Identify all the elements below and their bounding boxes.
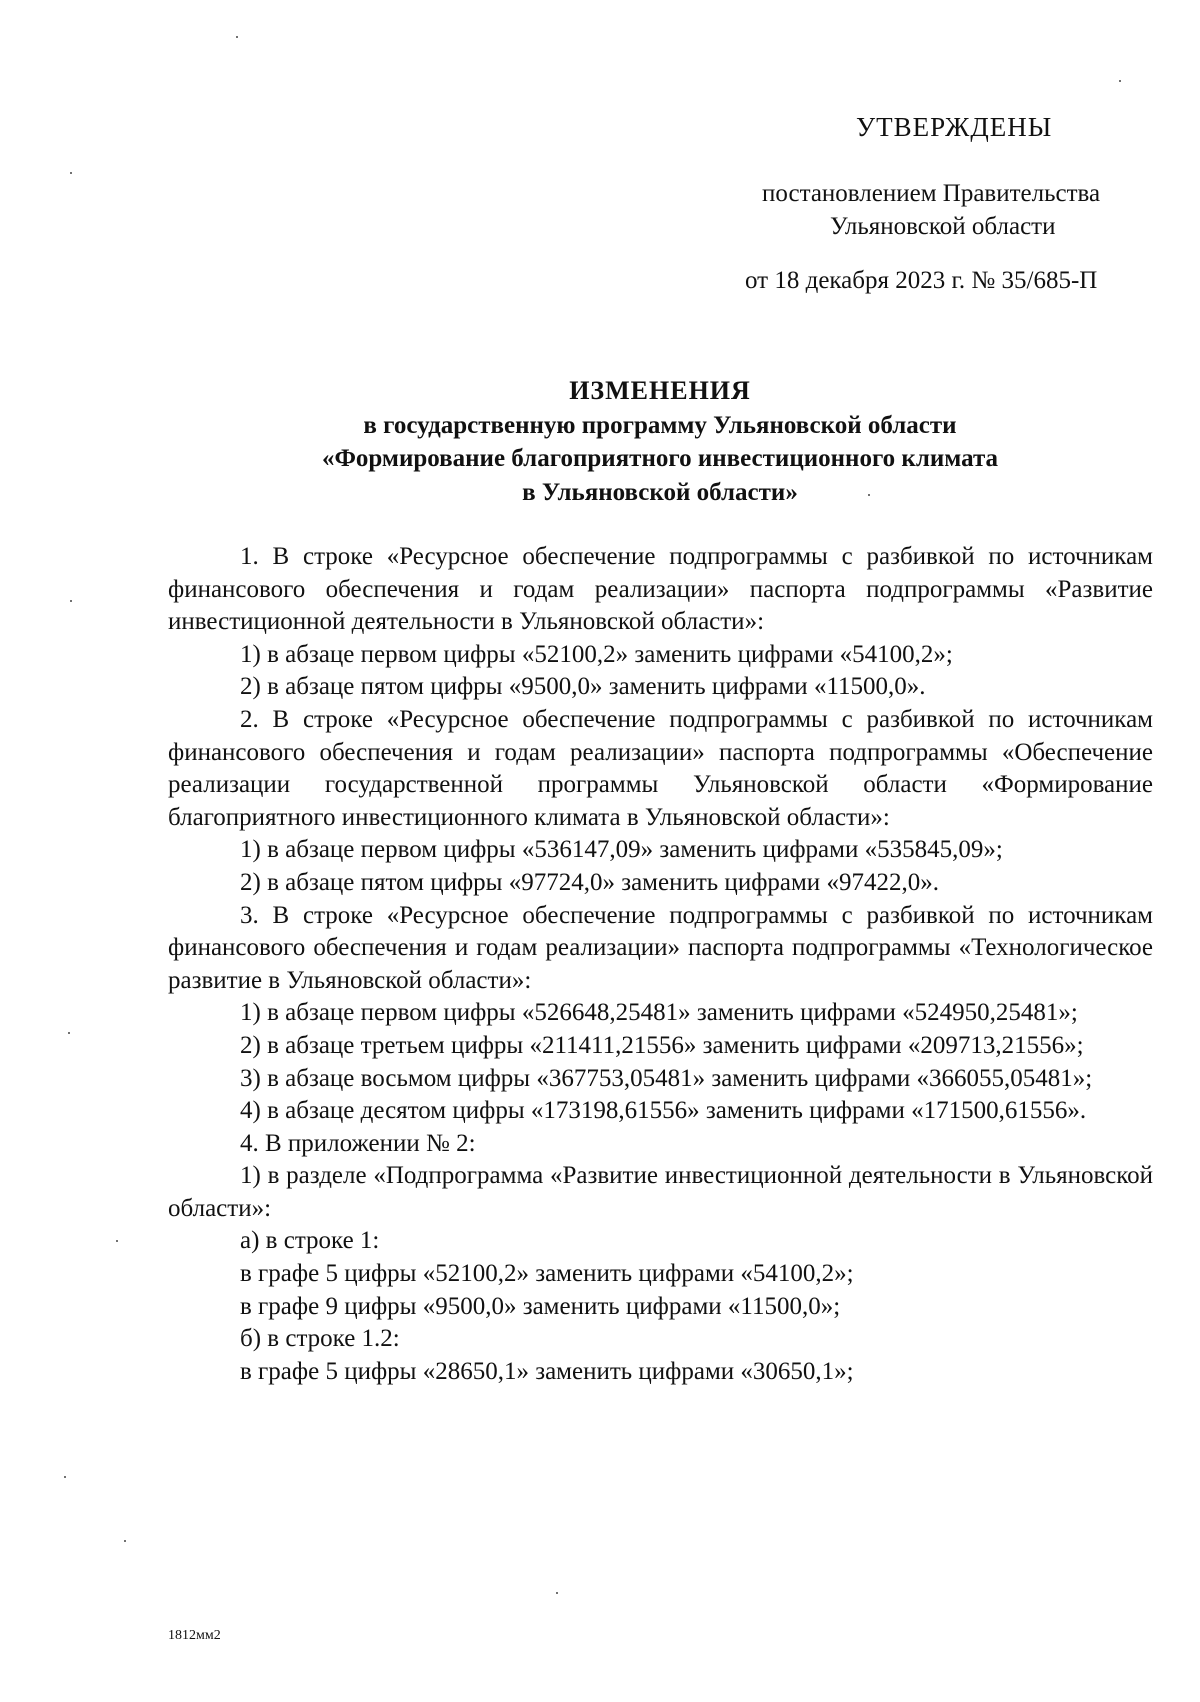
- body-paragraph: 3) в абзаце восьмом цифры «367753,05481» заменить цифрами «366055,05481»;: [240, 1064, 1093, 1092]
- approval-date: от 18 декабря 2023 г. № 35/685-П: [745, 267, 1098, 294]
- scan-speck: [116, 1240, 118, 1242]
- body-paragraph: 2) в абзаце пятом цифры «97724,0» заменить цифрами «97422,0».: [240, 868, 939, 896]
- scan-speck: [124, 1540, 126, 1542]
- document-subtitle-line-1: в государственную программу Ульяновской области: [363, 412, 957, 439]
- document-subtitle-line-2: «Формирование благоприятного инвестиционного климата: [321, 445, 999, 472]
- approval-heading: УТВЕРЖДЕНЫ: [856, 112, 1053, 142]
- scan-speck: [868, 494, 870, 496]
- body-paragraph: в графе 5 цифры «28650,1» заменить цифрами «30650,1»;: [240, 1357, 854, 1385]
- footer-code: 1812мм2: [168, 1628, 221, 1643]
- body-paragraph: 1) в абзаце первом цифры «52100,2» заменить цифрами «54100,2»;: [240, 640, 953, 668]
- body-paragraph: 1) в абзаце первом цифры «526648,25481» заменить цифрами «524950,25481»;: [240, 999, 1078, 1027]
- approval-authority-line: постановлением Правительства: [762, 180, 1101, 207]
- scan-speck: [1119, 80, 1121, 82]
- scan-speck: [70, 172, 72, 174]
- body-paragraph: а) в строке 1:: [240, 1227, 380, 1255]
- body-paragraph: 1) в абзаце первом цифры «536147,09» заменить цифрами «535845,09»;: [240, 836, 1003, 864]
- scan-speck: [64, 1476, 66, 1478]
- body-paragraph: 2) в абзаце пятом цифры «9500,0» заменить цифрами «11500,0».: [240, 673, 926, 701]
- body-paragraph: в графе 5 цифры «52100,2» заменить цифрами «54100,2»;: [240, 1260, 854, 1288]
- body-paragraph: в графе 9 цифры «9500,0» заменить цифрами «11500,0»;: [240, 1292, 841, 1320]
- body-paragraph: 1) в разделе «Подпрограмма «Развитие инвестиционной деятельности в Ульяновской области»:: [168, 1162, 1153, 1222]
- document-subtitle-line-3: в Ульяновской области»: [522, 479, 798, 506]
- body-paragraph: 2) в абзаце третьем цифры «211411,21556» заменить цифрами «209713,21556»;: [240, 1031, 1084, 1059]
- document-title: ИЗМЕНЕНИЯ: [569, 376, 751, 405]
- scan-speck: [68, 1032, 70, 1034]
- body-paragraph: 1. В строке «Ресурсное обеспечение подпрограммы с разбивкой по источникам финансового обеспечения и годам реализации» паспорта подпрограммы «Развитие инвестиционной деятельности в Ульяновской области»:: [168, 543, 1153, 636]
- body-paragraph: 4. В приложении № 2:: [240, 1129, 476, 1157]
- body-paragraph: 2. В строке «Ресурсное обеспечение подпрограммы с разбивкой по источникам финансового обеспечения и годам реализации» паспорта подпрограммы «Обеспечение реализации государственной программы Ульяновской области «Формирование благоприятного инвестиционного климата в Ульяновской области»:: [168, 705, 1153, 831]
- body-paragraph: 3. В строке «Ресурсное обеспечение подпрограммы с разбивкой по источникам финансового обеспечения и годам реализации» паспорта подпрограммы «Технологическое развитие в Ульяновской области»:: [168, 901, 1153, 994]
- scan-speck: [236, 36, 238, 38]
- body-paragraph: 4) в абзаце десятом цифры «173198,61556» заменить цифрами «171500,61556».: [240, 1097, 1087, 1125]
- scan-speck: [556, 1592, 558, 1594]
- approval-region-line: Ульяновской области: [830, 213, 1056, 240]
- scan-speck: [70, 600, 72, 602]
- body-paragraph: б) в строке 1.2:: [240, 1325, 400, 1353]
- document-body: [168, 541, 1153, 1388]
